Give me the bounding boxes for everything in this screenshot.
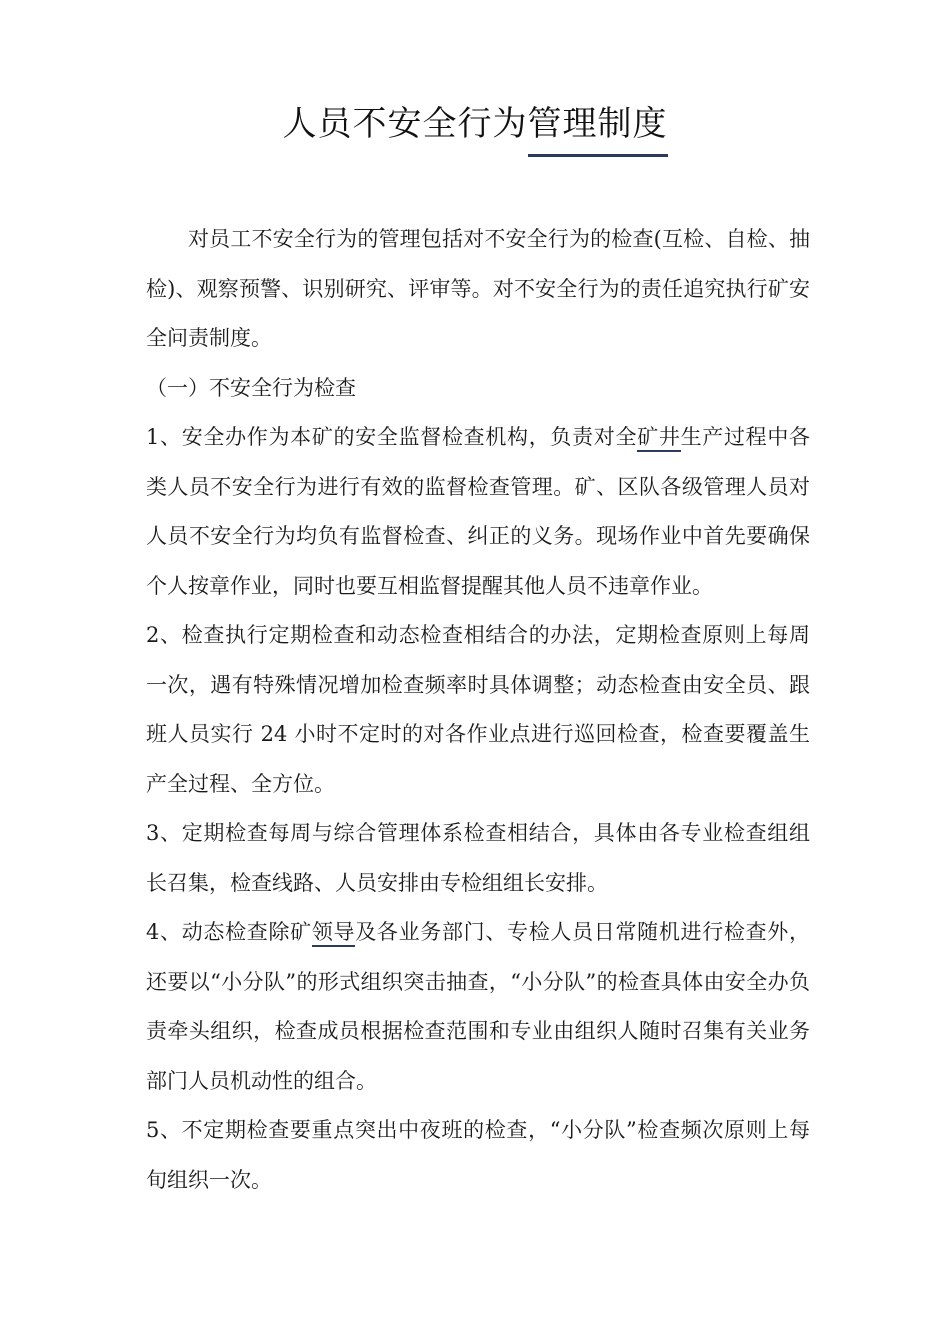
list-item-3	[146, 809, 810, 908]
section-heading: （一）不安全行为检查	[146, 375, 356, 400]
title-underline-rule	[528, 154, 668, 157]
list-item-5-text: 5、不定期检查要重点突出中夜班的检查，“小分队”检查频次原则上每旬组织一次。	[146, 1118, 810, 1192]
underlined-term: 矿井	[637, 425, 680, 452]
list-item-1-text-cont: 生产过程中各类人员不安全行为进行有效的监督检查管理。矿、区队各级管理人员对人员不安全行为均负有监督检查、纠正的义务。现场作业中首先要确保个人按章作业，同时也要互相监督提醒其他人员不违章作业。	[146, 425, 811, 598]
list-item-4-text-cont: 及各业务部门、专检人员日常随机进行检查外，还要以“小分队”的形式组织突击抽查，“小分队”的检查具体由安全办负责牵头组织，检查成员根据检查范围和专业由组织人随时召集有关业务部门人员机动性的组合。	[146, 920, 810, 1093]
list-item-4	[146, 908, 810, 1106]
list-item-2-text: 2、检查执行定期检查和动态检查相结合的办法，定期检查原则上每周一次，遇有特殊情况增加检查频率时具体调整；动态检查由安全员、跟班人员实行 24 小时不定时的对各作业点进行巡回检查，检查要覆盖生产全过程、全方位。	[146, 623, 810, 796]
list-item-5	[146, 1106, 810, 1205]
document-title: 人员不安全行为管理制度	[282, 104, 668, 144]
list-item-2	[146, 611, 810, 809]
list-item-1-text: 1、安全办作为本矿的安全监督检查机构，负责对全	[146, 425, 638, 449]
title-container	[0, 96, 950, 152]
list-item-3-text: 3、定期检查每周与综合管理体系检查相结合，具体由各专业检查组组长召集，检查线路、人员安排由专检组组长安排。	[146, 821, 810, 895]
document-body	[146, 215, 810, 1205]
intro-paragraph: 对员工不安全行为的管理包括对不安全行为的检查(互检、自检、抽检)、观察预警、识别研究、评审等。对不安全行为的责任追究执行矿安全问责制度。	[146, 227, 810, 350]
underlined-term: 领导	[312, 920, 355, 947]
list-item-1	[146, 413, 810, 611]
list-item-4-text: 4、动态检查除矿	[146, 920, 312, 944]
